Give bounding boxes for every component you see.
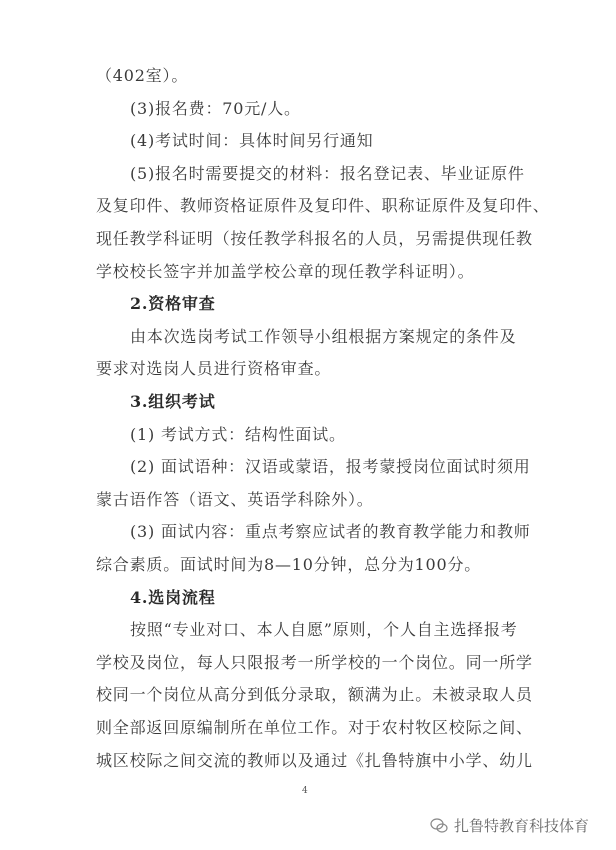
text-line: (1) 考试方式：结构性面试。 <box>130 424 346 444</box>
text-line: 综合素质。面试时间为8—10分钟，总分为100分。 <box>96 555 482 574</box>
text-line: 蒙古语作答（语文、英语学科除外）。 <box>96 489 374 509</box>
text-line: (5)报名时需要提交的材料：报名登记表、毕业证原件 <box>130 163 525 183</box>
text-line: 现任教学科证明（按任教学科报名的人员，另需提供现任教 <box>96 229 533 248</box>
text-line: (2) 面试语种：汉语或蒙语，报考蒙授岗位面试时须用 <box>130 457 531 477</box>
text-line: (4)考试时间：具体时间另行通知 <box>130 131 374 151</box>
text-line: 及复印件、教师资格证原件及复印件、职称证原件及复印件、 <box>96 196 550 216</box>
text-line: 学校校长签字并加盖学校公章的现任教学科证明）。 <box>96 261 475 281</box>
page-number: 4 <box>302 786 308 796</box>
text-line: 要求对选岗人员进行资格审查。 <box>96 359 332 379</box>
section-heading: 4.选岗流程 <box>130 587 216 607</box>
section-heading: 2.资格审查 <box>130 294 216 314</box>
wechat-icon <box>430 818 448 834</box>
watermark-text: 扎鲁特教育科技体育 <box>454 817 590 835</box>
text-line: 校同一个岗位从高分到低分录取，额满为止。未被录取人员 <box>96 685 533 705</box>
text-line: 则全部返回原编制所在单位工作。对于农村牧区校际之间、 <box>96 718 533 737</box>
text-line: (3)报名费：70元/人。 <box>130 98 301 118</box>
text-line: （402室）。 <box>96 66 189 85</box>
watermark <box>430 815 589 836</box>
text-line: 城区校际之间交流的教师以及通过《扎鲁特旗中小学、幼儿 <box>96 750 533 770</box>
text-line: 由本次选岗考试工作领导小组根据方案规定的条件及 <box>130 326 517 346</box>
text-line: 按照“专业对口、本人自愿”原则，个人自主选择报考 <box>130 620 518 640</box>
text-line: (3) 面试内容：重点考察应试者的教育教学能力和教师 <box>130 522 531 542</box>
section-heading: 3.组织考试 <box>130 392 216 411</box>
text-line: 学校及岗位，每人只限报考一所学校的一个岗位。同一所学 <box>96 652 533 672</box>
